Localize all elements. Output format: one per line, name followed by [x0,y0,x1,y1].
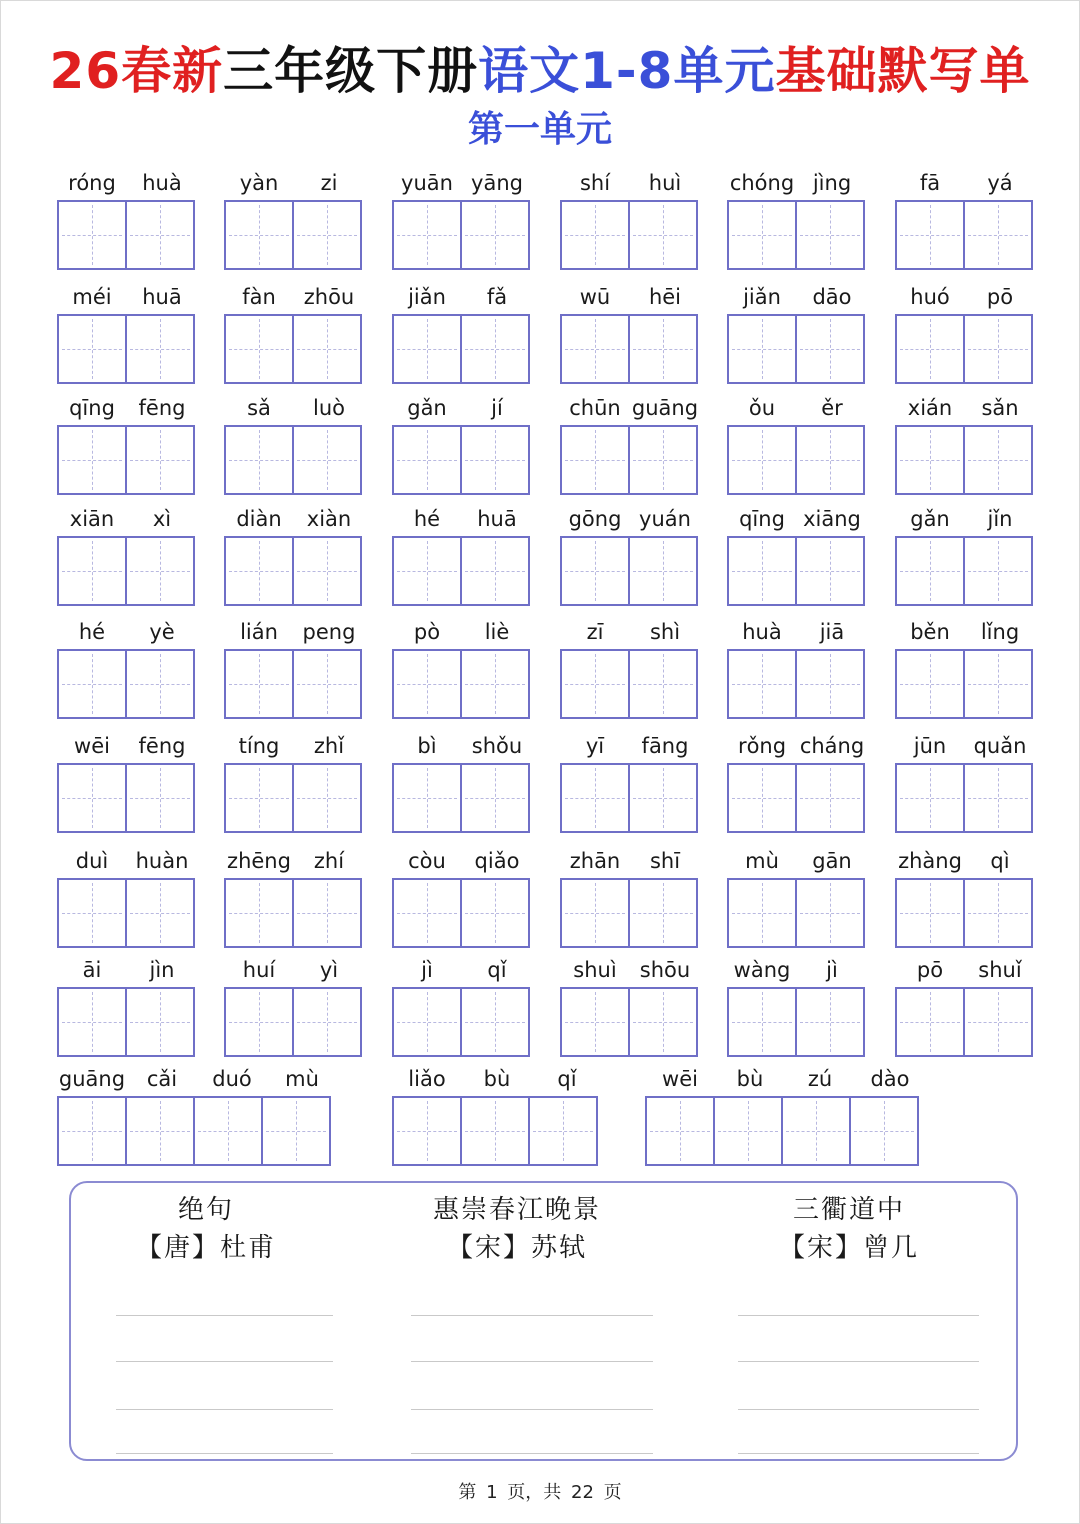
word-unit [560,168,700,270]
writing-box[interactable] [392,314,462,384]
pinyin-label: gǎn [407,396,447,420]
word-unit [392,393,532,495]
word-unit [560,955,700,1057]
writing-box[interactable] [781,1096,851,1166]
writing-line[interactable] [738,1453,979,1454]
word-unit [560,731,700,833]
writing-box[interactable] [895,878,965,948]
title-segment: 基础默写单 [775,42,1031,100]
writing-box[interactable] [392,536,462,606]
pinyin-label: zhàng [898,849,962,873]
pinyin-label: huà [742,620,782,644]
pinyin-label: zī [586,620,604,644]
pinyin-label: sǎn [981,396,1019,420]
pinyin-label: gōng [568,507,622,531]
writing-line[interactable] [411,1453,653,1454]
pinyin-label: huà [142,171,182,195]
pinyin-label: zhí [313,849,345,873]
pinyin-label: còu [408,849,446,873]
word-unit [895,393,1035,495]
word-unit [560,393,700,495]
writing-box[interactable] [224,649,294,719]
pinyin-label: zhēng [227,849,291,873]
pinyin-label: jí [491,396,503,420]
pinyin-label: fā [919,171,941,195]
pinyin-label: xiàn [306,507,352,531]
writing-box[interactable] [57,536,127,606]
writing-box[interactable] [795,878,865,948]
pinyin-label: liǎo [408,1067,446,1091]
writing-box[interactable] [795,649,865,719]
page-footer: 第 1 页，共 22 页 [458,1482,622,1503]
writing-line[interactable] [738,1315,979,1316]
word-unit [727,504,867,606]
word-unit [895,955,1035,1057]
pinyin-label: zi [320,171,338,195]
writing-box[interactable] [528,1096,598,1166]
page-title [0,36,1080,106]
pinyin-label: duì [75,849,109,873]
pinyin-label: qǐ [557,1067,577,1091]
pinyin-label: rǒng [737,734,787,758]
writing-box[interactable] [895,763,965,833]
pinyin-label: jūn [913,734,947,758]
unit-subtitle: 第一单元 [467,109,612,150]
pinyin-label: huí [242,958,276,982]
writing-box[interactable] [125,987,195,1057]
pinyin-label: jǐn [987,507,1013,531]
word-unit [895,731,1035,833]
writing-box[interactable] [292,425,362,495]
writing-box[interactable] [895,425,965,495]
writing-box[interactable] [727,314,797,384]
writing-box[interactable] [460,314,530,384]
word-unit [224,617,364,719]
writing-box[interactable] [292,200,362,270]
writing-box[interactable] [460,878,530,948]
word-unit [727,393,867,495]
pinyin-label: yāng [471,171,523,195]
word-unit [224,168,364,270]
pinyin-label: wàng [733,958,791,982]
poem-header [699,1191,999,1267]
writing-box[interactable] [292,536,362,606]
word-unit [224,731,364,833]
writing-line[interactable] [116,1409,333,1410]
pinyin-label: yuān [401,171,453,195]
writing-box[interactable] [560,763,630,833]
writing-box[interactable] [560,878,630,948]
writing-box[interactable] [963,425,1033,495]
pinyin-label: wēi [74,734,110,758]
writing-box[interactable] [292,649,362,719]
writing-box[interactable] [57,425,127,495]
writing-box[interactable] [460,536,530,606]
writing-box[interactable] [392,987,462,1057]
pinyin-label: āi [82,958,102,982]
word-unit [57,168,197,270]
writing-box[interactable] [292,987,362,1057]
word-unit [57,617,197,719]
word-unit [727,955,867,1057]
writing-box[interactable] [224,878,294,948]
word-unit [392,168,532,270]
pinyin-label: fāng [641,734,689,758]
writing-box[interactable] [628,878,698,948]
writing-box[interactable] [57,1096,127,1166]
writing-box[interactable] [895,200,965,270]
word-unit [392,1064,602,1166]
pinyin-label: guāng [631,396,699,420]
pinyin-label: lǐng [980,620,1020,644]
writing-box[interactable] [963,878,1033,948]
pinyin-label: jiā [819,620,845,644]
word-unit [57,955,197,1057]
writing-box[interactable] [795,763,865,833]
pinyin-label: jì [826,958,838,982]
word-unit [895,617,1035,719]
title-segment: 三年级下册 [223,42,479,100]
writing-box[interactable] [460,1096,530,1166]
title-segment: 26春新 [49,42,224,100]
word-unit [57,282,197,384]
word-unit [224,393,364,495]
writing-box[interactable] [560,425,630,495]
word-unit [224,955,364,1057]
writing-box[interactable] [125,878,195,948]
pinyin-label: quǎn [973,734,1027,758]
word-unit [392,731,532,833]
word-unit [392,617,532,719]
writing-box[interactable] [795,425,865,495]
writing-line[interactable] [411,1361,653,1362]
writing-box[interactable] [392,425,462,495]
writing-box[interactable] [628,314,698,384]
pinyin-label: jìng [812,171,852,195]
writing-box[interactable] [125,536,195,606]
poem-title: 三衢道中 [792,1195,905,1225]
word-unit [224,504,364,606]
writing-box[interactable] [795,987,865,1057]
writing-box[interactable] [628,987,698,1057]
word-unit [57,1064,337,1166]
writing-box[interactable] [125,200,195,270]
poem-dictation-panel [69,1181,1018,1461]
writing-box[interactable] [560,314,630,384]
pinyin-label: fàn [242,285,276,309]
pinyin-label: ěr [821,396,843,420]
writing-box[interactable] [125,425,195,495]
word-unit [645,1064,925,1166]
word-unit [392,955,532,1057]
pinyin-label: wū [579,285,611,309]
writing-box[interactable] [125,314,195,384]
pinyin-label: pò [413,620,441,644]
pinyin-label: cǎi [146,1067,178,1091]
pinyin-label: liè [484,620,510,644]
pinyin-label: luò [313,396,345,420]
poem-author: 【唐】杜甫 [135,1233,276,1263]
pinyin-label: dāo [812,285,852,309]
writing-box[interactable] [392,649,462,719]
writing-box[interactable] [460,763,530,833]
word-unit [727,846,867,948]
word-unit [895,846,1035,948]
pinyin-label: bù [483,1067,511,1091]
pinyin-label: qiǎo [474,849,520,873]
writing-box[interactable] [727,763,797,833]
word-unit [560,282,700,384]
writing-box[interactable] [963,987,1033,1057]
writing-box[interactable] [727,425,797,495]
pinyin-label: hēi [648,285,682,309]
pinyin-label: xiān [69,507,115,531]
word-unit [224,282,364,384]
writing-box[interactable] [125,763,195,833]
word-unit [560,846,700,948]
writing-box[interactable] [125,649,195,719]
word-unit [224,846,364,948]
writing-box[interactable] [460,425,530,495]
pinyin-label: jì [421,958,433,982]
pinyin-label: dào [870,1067,910,1091]
word-unit [392,846,532,948]
writing-box[interactable] [727,987,797,1057]
writing-box[interactable] [57,314,127,384]
writing-box[interactable] [963,649,1033,719]
pinyin-label: bù [736,1067,764,1091]
writing-box[interactable] [727,649,797,719]
poem-author: 【宋】苏轼 [446,1233,587,1263]
writing-box[interactable] [224,314,294,384]
pinyin-label: sǎ [247,396,271,420]
pinyin-label: fǎ [486,285,508,309]
pinyin-label: huā [142,285,182,309]
word-unit [727,731,867,833]
writing-box[interactable] [224,425,294,495]
writing-box[interactable] [628,425,698,495]
writing-line[interactable] [411,1409,653,1410]
writing-box[interactable] [460,200,530,270]
writing-box[interactable] [57,763,127,833]
pinyin-label: běn [910,620,950,644]
pinyin-label: yuán [639,507,691,531]
pinyin-label: yè [149,620,175,644]
writing-box[interactable] [460,987,530,1057]
writing-box[interactable] [895,649,965,719]
writing-box[interactable] [849,1096,919,1166]
word-unit [392,282,532,384]
word-unit [560,504,700,606]
pinyin-label: qǐ [487,958,507,982]
writing-box[interactable] [392,878,462,948]
pinyin-label: huì [648,171,682,195]
pinyin-label: pō [916,958,944,982]
writing-line[interactable] [738,1409,979,1410]
pinyin-label: cháng [799,734,865,758]
pinyin-label: jiǎn [408,285,446,309]
pinyin-label: tíng [238,734,280,758]
writing-box[interactable] [392,200,462,270]
writing-box[interactable] [560,536,630,606]
word-unit [392,504,532,606]
pinyin-label: xián [907,396,953,420]
word-unit [57,504,197,606]
pinyin-label: qīng [69,396,115,420]
writing-box[interactable] [795,314,865,384]
writing-box[interactable] [392,1096,462,1166]
writing-box[interactable] [628,536,698,606]
pinyin-label: gǎn [910,507,950,531]
pinyin-label: jìn [149,958,175,982]
writing-box[interactable] [645,1096,715,1166]
writing-box[interactable] [57,878,127,948]
pinyin-label: huā [477,507,517,531]
pinyin-label: jiǎn [743,285,781,309]
writing-box[interactable] [895,314,965,384]
word-unit [727,617,867,719]
writing-line[interactable] [116,1315,333,1316]
writing-line[interactable] [738,1361,979,1362]
writing-box[interactable] [963,536,1033,606]
writing-box[interactable] [895,987,965,1057]
pinyin-label: lián [240,620,278,644]
pinyin-label: fēng [138,396,186,420]
writing-box[interactable] [628,763,698,833]
writing-box[interactable] [895,536,965,606]
pinyin-label: fēng [138,734,186,758]
writing-box[interactable] [57,200,127,270]
writing-box[interactable] [628,649,698,719]
pinyin-label: huàn [135,849,189,873]
pinyin-label: yì [319,958,339,982]
writing-line[interactable] [411,1315,653,1316]
pinyin-label: ǒu [748,396,776,420]
writing-box[interactable] [224,987,294,1057]
pinyin-label: shōu [639,958,691,982]
pinyin-label: zhōu [303,285,355,309]
pinyin-label: yá [987,171,1013,195]
pinyin-label: xì [152,507,172,531]
poem-header [367,1191,667,1267]
pinyin-label: peng [302,620,356,644]
pinyin-label: hé [78,620,106,644]
writing-box[interactable] [727,878,797,948]
pinyin-label: duó [212,1067,252,1091]
writing-box[interactable] [392,763,462,833]
pinyin-label: huó [910,285,950,309]
pinyin-label: mù [745,849,779,873]
pinyin-label: xiāng [803,507,861,531]
pinyin-label: yàn [239,171,279,195]
writing-box[interactable] [560,649,630,719]
writing-box[interactable] [727,536,797,606]
writing-box[interactable] [292,763,362,833]
pinyin-label: hé [413,507,441,531]
poem-title: 绝句 [177,1195,234,1225]
writing-box[interactable] [560,987,630,1057]
word-unit [895,282,1035,384]
pinyin-label: zhān [569,849,621,873]
word-unit [57,393,197,495]
pinyin-label: zhǐ [313,734,345,758]
writing-box[interactable] [57,987,127,1057]
writing-box[interactable] [224,200,294,270]
writing-box[interactable] [125,1096,195,1166]
writing-box[interactable] [963,763,1033,833]
writing-box[interactable] [224,763,294,833]
writing-line[interactable] [116,1453,333,1454]
pinyin-label: shí [579,171,611,195]
pinyin-label: chūn [569,396,621,420]
word-unit [727,282,867,384]
pinyin-label: pō [986,285,1014,309]
writing-line[interactable] [116,1361,333,1362]
pinyin-label: chóng [729,171,795,195]
pinyin-label: shì [649,620,681,644]
pinyin-label: shuì [573,958,617,982]
writing-box[interactable] [713,1096,783,1166]
word-unit [560,617,700,719]
title-segment: 语文1-8单元 [478,42,776,100]
poem-title: 惠崇春江晚景 [432,1195,601,1225]
writing-box[interactable] [193,1096,263,1166]
pinyin-label: méi [72,285,112,309]
pinyin-label: wēi [662,1067,698,1091]
pinyin-label: qīng [739,507,785,531]
pinyin-label: bì [417,734,437,758]
pinyin-label: mù [285,1067,319,1091]
word-unit [57,731,197,833]
pinyin-label: qì [990,849,1010,873]
poem-author: 【宋】曾几 [778,1233,919,1263]
writing-box[interactable] [628,200,698,270]
writing-box[interactable] [963,314,1033,384]
writing-box[interactable] [224,536,294,606]
writing-box[interactable] [261,1096,331,1166]
pinyin-label: shǒu [471,734,523,758]
writing-box[interactable] [292,314,362,384]
poem-header [56,1191,356,1267]
writing-box[interactable] [795,200,865,270]
pinyin-label: gān [812,849,852,873]
pinyin-label: shuǐ [978,958,1022,982]
writing-box[interactable] [795,536,865,606]
pinyin-label: yī [585,734,605,758]
writing-box[interactable] [57,649,127,719]
writing-box[interactable] [727,200,797,270]
pinyin-label: róng [68,171,116,195]
writing-box[interactable] [560,200,630,270]
word-unit [727,168,867,270]
pinyin-label: diàn [236,507,282,531]
pinyin-label: guāng [58,1067,126,1091]
writing-box[interactable] [292,878,362,948]
word-unit [895,504,1035,606]
pinyin-label: shī [649,849,681,873]
word-unit [57,846,197,948]
pinyin-label: zú [807,1067,833,1091]
writing-box[interactable] [460,649,530,719]
writing-box[interactable] [963,200,1033,270]
word-unit [895,168,1035,270]
